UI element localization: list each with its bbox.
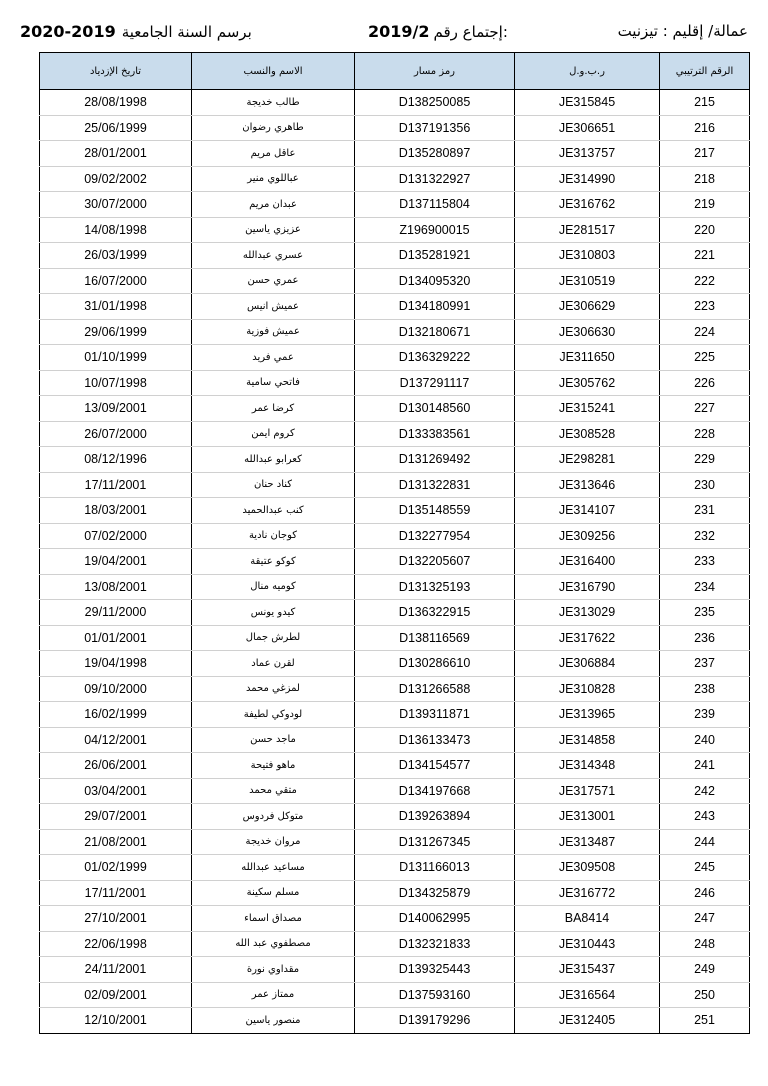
massar-code-cell: D132180671: [355, 319, 515, 345]
serial-number-cell: 236: [660, 625, 750, 651]
massar-code-cell: D131166013: [355, 855, 515, 881]
table-row: [40, 982, 750, 1008]
academic-year-label: برسم السنة الجامعية: [121, 23, 252, 41]
id-number-cell: JE316790: [515, 574, 660, 600]
serial-number-cell: 246: [660, 880, 750, 906]
table-body: [40, 90, 750, 1034]
massar-code-cell: D131322927: [355, 166, 515, 192]
table-row: [40, 421, 750, 447]
table-row: [40, 192, 750, 218]
fullname-cell: عبدان مريم: [192, 192, 355, 218]
birthdate-cell: 30/07/2000: [40, 192, 192, 218]
serial-number-cell: 240: [660, 727, 750, 753]
massar-code-cell: D136322915: [355, 600, 515, 626]
serial-number-cell: 243: [660, 804, 750, 830]
table-row: [40, 268, 750, 294]
birthdate-cell: 22/06/1998: [40, 931, 192, 957]
column-header-serial-number: الرقم الترتيبي: [660, 53, 750, 90]
table-row: [40, 778, 750, 804]
birthdate-cell: 19/04/2001: [40, 549, 192, 575]
serial-number-cell: 217: [660, 141, 750, 167]
fullname-cell: ماهو فتيحة: [192, 753, 355, 779]
birthdate-cell: 07/02/2000: [40, 523, 192, 549]
column-header-birthdate: تاريخ الإزدياد: [40, 53, 192, 90]
id-number-cell: BA8414: [515, 906, 660, 932]
id-number-cell: JE314107: [515, 498, 660, 524]
table-row: [40, 319, 750, 345]
fullname-cell: كوميه منال: [192, 574, 355, 600]
birthdate-cell: 26/03/1999: [40, 243, 192, 269]
table-row: [40, 166, 750, 192]
table-row: [40, 829, 750, 855]
fullname-cell: ممتاز عمر: [192, 982, 355, 1008]
province-label: عمالة/ إقليم : تيزنيت: [617, 22, 748, 40]
table-row: [40, 90, 750, 116]
fullname-cell: عمري حسن: [192, 268, 355, 294]
table-row: [40, 549, 750, 575]
students-table: [39, 52, 750, 1034]
table-row: [40, 957, 750, 983]
serial-number-cell: 251: [660, 1008, 750, 1034]
massar-code-cell: D134197668: [355, 778, 515, 804]
fullname-cell: كعرابو عبدالله: [192, 447, 355, 473]
table-row: [40, 396, 750, 422]
fullname-cell: كروم ايمن: [192, 421, 355, 447]
fullname-cell: لقرن عماد: [192, 651, 355, 677]
table-row: [40, 345, 750, 371]
fullname-cell: عميش فوزية: [192, 319, 355, 345]
massar-code-cell: D140062995: [355, 906, 515, 932]
serial-number-cell: 244: [660, 829, 750, 855]
fullname-cell: كناد حنان: [192, 472, 355, 498]
birthdate-cell: 24/11/2001: [40, 957, 192, 983]
birthdate-cell: 28/01/2001: [40, 141, 192, 167]
birthdate-cell: 29/11/2000: [40, 600, 192, 626]
serial-number-cell: 226: [660, 370, 750, 396]
id-number-cell: JE310803: [515, 243, 660, 269]
birthdate-cell: 25/06/1999: [40, 115, 192, 141]
fullname-cell: كوكو عتيقة: [192, 549, 355, 575]
serial-number-cell: 250: [660, 982, 750, 1008]
id-number-cell: JE309256: [515, 523, 660, 549]
id-number-cell: JE316564: [515, 982, 660, 1008]
serial-number-cell: 223: [660, 294, 750, 320]
massar-code-cell: D130148560: [355, 396, 515, 422]
table-row: [40, 880, 750, 906]
serial-number-cell: 218: [660, 166, 750, 192]
id-number-cell: JE315845: [515, 90, 660, 116]
fullname-cell: عمي فريد: [192, 345, 355, 371]
column-header-fullname: الاسم والنسب: [192, 53, 355, 90]
birthdate-cell: 31/01/1998: [40, 294, 192, 320]
table-row: [40, 523, 750, 549]
birthdate-cell: 14/08/1998: [40, 217, 192, 243]
id-number-cell: JE305762: [515, 370, 660, 396]
massar-code-cell: D137115804: [355, 192, 515, 218]
id-number-cell: JE315437: [515, 957, 660, 983]
birthdate-cell: 01/02/1999: [40, 855, 192, 881]
serial-number-cell: 230: [660, 472, 750, 498]
birthdate-cell: 03/04/2001: [40, 778, 192, 804]
id-number-cell: JE314348: [515, 753, 660, 779]
massar-code-cell: D131322831: [355, 472, 515, 498]
fullname-cell: مصطفوي عبد الله: [192, 931, 355, 957]
fullname-cell: مصداق اسماء: [192, 906, 355, 932]
fullname-cell: منصور ياسين: [192, 1008, 355, 1034]
massar-code-cell: D139311871: [355, 702, 515, 728]
massar-code-cell: D132321833: [355, 931, 515, 957]
fullname-cell: عزيزي ياسين: [192, 217, 355, 243]
massar-code-cell: D135280897: [355, 141, 515, 167]
table-row: [40, 370, 750, 396]
serial-number-cell: 238: [660, 676, 750, 702]
birthdate-cell: 10/07/1998: [40, 370, 192, 396]
birthdate-cell: 13/08/2001: [40, 574, 192, 600]
serial-number-cell: 220: [660, 217, 750, 243]
table-row: [40, 855, 750, 881]
table-row: [40, 294, 750, 320]
serial-number-cell: 227: [660, 396, 750, 422]
massar-code-cell: D137291117: [355, 370, 515, 396]
massar-code-cell: D135148559: [355, 498, 515, 524]
birthdate-cell: 26/06/2001: [40, 753, 192, 779]
id-number-cell: JE306629: [515, 294, 660, 320]
fullname-cell: كنب عبدالحميد: [192, 498, 355, 524]
serial-number-cell: 233: [660, 549, 750, 575]
fullname-cell: عباللوي منير: [192, 166, 355, 192]
massar-code-cell: D131267345: [355, 829, 515, 855]
academic-year: [20, 22, 252, 41]
birthdate-cell: 29/07/2001: [40, 804, 192, 830]
column-header-id-number: ر.ب.و.ل: [515, 53, 660, 90]
birthdate-cell: 17/11/2001: [40, 472, 192, 498]
table-row: [40, 1008, 750, 1034]
birthdate-cell: 09/02/2002: [40, 166, 192, 192]
id-number-cell: JE311650: [515, 345, 660, 371]
id-number-cell: JE316762: [515, 192, 660, 218]
massar-code-cell: D136329222: [355, 345, 515, 371]
fullname-cell: لطرش جمال: [192, 625, 355, 651]
birthdate-cell: 04/12/2001: [40, 727, 192, 753]
table-row: [40, 574, 750, 600]
table-row: [40, 141, 750, 167]
fullname-cell: ماجد حسن: [192, 727, 355, 753]
serial-number-cell: 241: [660, 753, 750, 779]
serial-number-cell: 232: [660, 523, 750, 549]
serial-number-cell: 219: [660, 192, 750, 218]
massar-code-cell: D131266588: [355, 676, 515, 702]
serial-number-cell: 222: [660, 268, 750, 294]
massar-code-cell: D135281921: [355, 243, 515, 269]
birthdate-cell: 13/09/2001: [40, 396, 192, 422]
birthdate-cell: 18/03/2001: [40, 498, 192, 524]
table-row: [40, 472, 750, 498]
fullname-cell: لمزغي محمد: [192, 676, 355, 702]
serial-number-cell: 231: [660, 498, 750, 524]
fullname-cell: عاقل مريم: [192, 141, 355, 167]
massar-code-cell: D131325193: [355, 574, 515, 600]
fullname-cell: مسلم سكينة: [192, 880, 355, 906]
id-number-cell: JE306651: [515, 115, 660, 141]
id-number-cell: JE298281: [515, 447, 660, 473]
massar-code-cell: D134325879: [355, 880, 515, 906]
massar-code-cell: D134154577: [355, 753, 515, 779]
birthdate-cell: 19/04/1998: [40, 651, 192, 677]
birthdate-cell: 27/10/2001: [40, 906, 192, 932]
meeting-number: [368, 22, 508, 41]
academic-year-value: 2020-2019: [20, 22, 116, 41]
massar-code-cell: D139179296: [355, 1008, 515, 1034]
id-number-cell: JE316772: [515, 880, 660, 906]
id-number-cell: JE310828: [515, 676, 660, 702]
massar-code-cell: D137593160: [355, 982, 515, 1008]
fullname-cell: فاتحي سامية: [192, 370, 355, 396]
fullname-cell: متوكل فردوس: [192, 804, 355, 830]
id-number-cell: JE317622: [515, 625, 660, 651]
id-number-cell: JE310519: [515, 268, 660, 294]
birthdate-cell: 28/08/1998: [40, 90, 192, 116]
serial-number-cell: 242: [660, 778, 750, 804]
serial-number-cell: 215: [660, 90, 750, 116]
table-row: [40, 498, 750, 524]
id-number-cell: JE313487: [515, 829, 660, 855]
id-number-cell: JE313965: [515, 702, 660, 728]
birthdate-cell: 12/10/2001: [40, 1008, 192, 1034]
serial-number-cell: 235: [660, 600, 750, 626]
massar-code-cell: D138250085: [355, 90, 515, 116]
id-number-cell: JE313001: [515, 804, 660, 830]
birthdate-cell: 01/10/1999: [40, 345, 192, 371]
table-row: [40, 676, 750, 702]
id-number-cell: JE317571: [515, 778, 660, 804]
id-number-cell: JE315241: [515, 396, 660, 422]
serial-number-cell: 224: [660, 319, 750, 345]
meeting-number-value: 2019/2: [368, 22, 430, 41]
birthdate-cell: 09/10/2000: [40, 676, 192, 702]
document-header: [20, 22, 748, 48]
fullname-cell: كيدو يونس: [192, 600, 355, 626]
table-row: [40, 753, 750, 779]
id-number-cell: JE316400: [515, 549, 660, 575]
fullname-cell: طاهري رضوان: [192, 115, 355, 141]
table-row: [40, 727, 750, 753]
fullname-cell: عميش انيس: [192, 294, 355, 320]
serial-number-cell: 225: [660, 345, 750, 371]
fullname-cell: عسري عبدالله: [192, 243, 355, 269]
id-number-cell: JE306884: [515, 651, 660, 677]
table-row: [40, 447, 750, 473]
birthdate-cell: 01/01/2001: [40, 625, 192, 651]
massar-code-cell: D138116569: [355, 625, 515, 651]
meeting-number-label: إجتماع رقم:: [433, 23, 508, 41]
table-row: [40, 243, 750, 269]
id-number-cell: JE309508: [515, 855, 660, 881]
table-row: [40, 804, 750, 830]
fullname-cell: مقداوي نورة: [192, 957, 355, 983]
fullname-cell: مروان خديجة: [192, 829, 355, 855]
massar-code-cell: D132205607: [355, 549, 515, 575]
birthdate-cell: 08/12/1996: [40, 447, 192, 473]
serial-number-cell: 239: [660, 702, 750, 728]
fullname-cell: كوجان نادية: [192, 523, 355, 549]
column-header-massar-code: رمز مسار: [355, 53, 515, 90]
table-header-row: [40, 53, 750, 90]
fullname-cell: لودوكي لطيفة: [192, 702, 355, 728]
massar-code-cell: D137191356: [355, 115, 515, 141]
id-number-cell: JE314990: [515, 166, 660, 192]
table-row: [40, 931, 750, 957]
serial-number-cell: 228: [660, 421, 750, 447]
birthdate-cell: 21/08/2001: [40, 829, 192, 855]
id-number-cell: JE313646: [515, 472, 660, 498]
id-number-cell: JE310443: [515, 931, 660, 957]
birthdate-cell: 02/09/2001: [40, 982, 192, 1008]
birthdate-cell: 16/07/2000: [40, 268, 192, 294]
massar-code-cell: D134095320: [355, 268, 515, 294]
massar-code-cell: Z196900015: [355, 217, 515, 243]
table-row: [40, 217, 750, 243]
fullname-cell: مساعيد عبدالله: [192, 855, 355, 881]
massar-code-cell: D139263894: [355, 804, 515, 830]
massar-code-cell: D139325443: [355, 957, 515, 983]
birthdate-cell: 16/02/1999: [40, 702, 192, 728]
serial-number-cell: 245: [660, 855, 750, 881]
massar-code-cell: D130286610: [355, 651, 515, 677]
massar-code-cell: D134180991: [355, 294, 515, 320]
table-row: [40, 702, 750, 728]
table-row: [40, 115, 750, 141]
serial-number-cell: 248: [660, 931, 750, 957]
id-number-cell: JE314858: [515, 727, 660, 753]
massar-code-cell: D132277954: [355, 523, 515, 549]
massar-code-cell: D131269492: [355, 447, 515, 473]
table-row: [40, 906, 750, 932]
table-row: [40, 625, 750, 651]
serial-number-cell: 247: [660, 906, 750, 932]
id-number-cell: JE306630: [515, 319, 660, 345]
id-number-cell: JE308528: [515, 421, 660, 447]
massar-code-cell: D136133473: [355, 727, 515, 753]
fullname-cell: كرضا عمر: [192, 396, 355, 422]
birthdate-cell: 29/06/1999: [40, 319, 192, 345]
birthdate-cell: 17/11/2001: [40, 880, 192, 906]
fullname-cell: متقي محمد: [192, 778, 355, 804]
serial-number-cell: 229: [660, 447, 750, 473]
table-row: [40, 600, 750, 626]
id-number-cell: JE313757: [515, 141, 660, 167]
serial-number-cell: 237: [660, 651, 750, 677]
table-row: [40, 651, 750, 677]
birthdate-cell: 26/07/2000: [40, 421, 192, 447]
id-number-cell: JE312405: [515, 1008, 660, 1034]
serial-number-cell: 221: [660, 243, 750, 269]
massar-code-cell: D133383561: [355, 421, 515, 447]
serial-number-cell: 234: [660, 574, 750, 600]
id-number-cell: JE313029: [515, 600, 660, 626]
serial-number-cell: 249: [660, 957, 750, 983]
id-number-cell: JE281517: [515, 217, 660, 243]
fullname-cell: طالب خديجة: [192, 90, 355, 116]
serial-number-cell: 216: [660, 115, 750, 141]
